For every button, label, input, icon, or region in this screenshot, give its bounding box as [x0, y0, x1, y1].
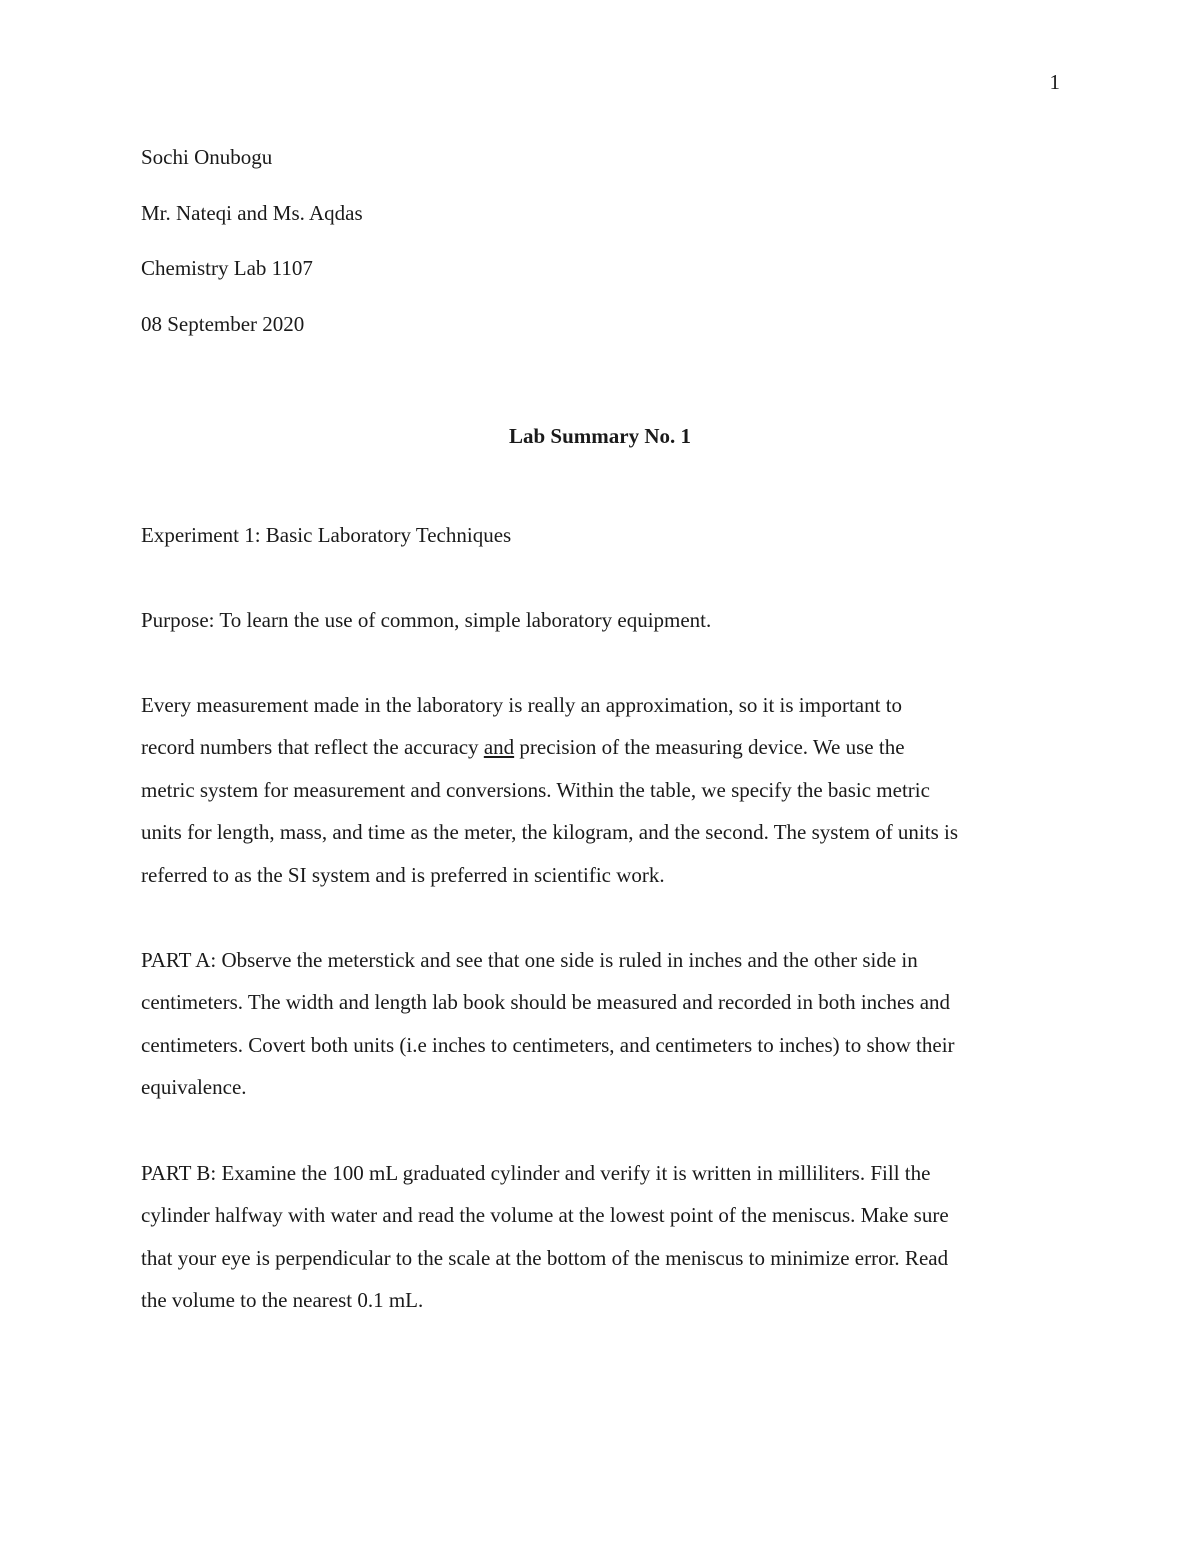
document-title: Lab Summary No. 1: [508, 424, 692, 448]
part-b-line: cylinder halfway with water and read the volume at the lowest point of the meniscus. Make sure: [141, 1203, 949, 1228]
part-a-line: equivalence.: [141, 1075, 247, 1100]
page-number: 1: [1049, 70, 1060, 94]
part-b-line: the volume to the nearest 0.1 mL.: [141, 1288, 424, 1313]
intro-line: referred to as the SI system and is preferred in scientific work.: [141, 862, 665, 887]
experiment-heading: Experiment 1: Basic Laboratory Techniques: [141, 523, 512, 547]
intro-line: Every measurement made in the laboratory is really an approximation, so it is important to: [141, 693, 903, 717]
part-a-line: PART A: Observe the meterstick and see that one side is ruled in inches and the other side in: [141, 948, 918, 972]
intro-text: precision of the measuring device. We use the: [514, 735, 905, 760]
student-name: Sochi Onubogu: [141, 145, 273, 169]
part-b-paragraph: [141, 1152, 1061, 1322]
document-date: 08 September 2020: [141, 312, 305, 336]
intro-line: units for length, mass, and time as the meter, the kilogram, and the second. The system of units is: [141, 820, 959, 845]
part-a-line: centimeters. The width and length lab book should be measured and recorded in both inches and: [141, 990, 951, 1015]
part-b-line: that your eye is perpendicular to the scale at the bottom of the meniscus to minimize error. Read: [141, 1245, 949, 1270]
purpose-statement: Purpose: To learn the use of common, simple laboratory equipment.: [141, 608, 712, 632]
part-b-line: PART B: Examine the 100 mL graduated cylinder and verify it is written in milliliters. Fill the: [141, 1161, 931, 1185]
intro-paragraph: [141, 684, 1061, 896]
part-a-line: centimeters. Covert both units (i.e inches to centimeters, and centimeters to inches) to show their: [141, 1032, 955, 1057]
intro-line: metric system for measurement and conversions. Within the table, we specify the basic metric: [141, 777, 930, 802]
course-name: Chemistry Lab 1107: [141, 256, 313, 280]
part-a-paragraph: [141, 939, 1061, 1109]
intro-line: [141, 726, 1061, 768]
intro-text: record numbers that reflect the accuracy: [141, 735, 484, 760]
underlined-word: and: [483, 735, 515, 760]
instructor-names: Mr. Nateqi and Ms. Aqdas: [141, 201, 363, 225]
